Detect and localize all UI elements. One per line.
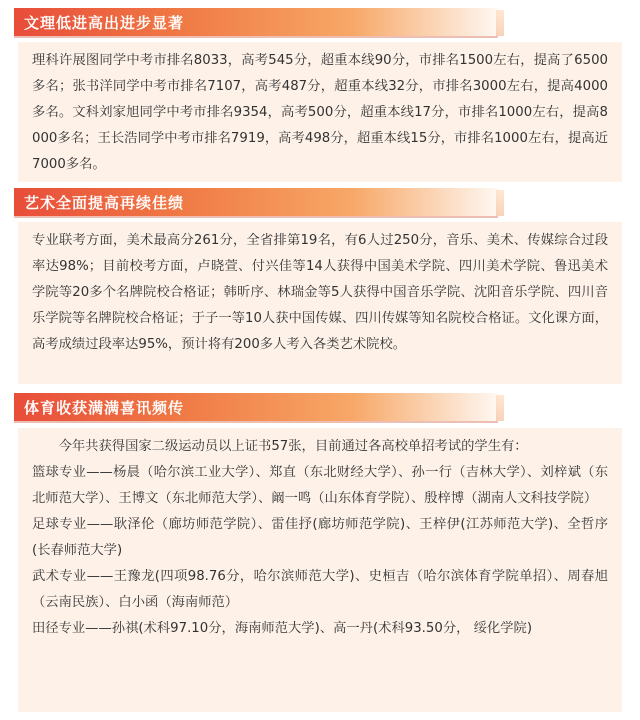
paragraph-martial-arts: 武术专业——王豫龙(四项98.76分，哈尔滨师范大学)、史桓吉（哈尔滨体育学院单招）、周春旭（云南民族）、白小函（海南师范） bbox=[32, 569, 608, 610]
paragraph-track-field: 田径专业——孙祺(术科97.10分，海南师范大学)、高一丹(术科93.50分， 绥化学院) bbox=[32, 621, 533, 636]
section-heading-text: 文理低进高出进步显著 bbox=[24, 14, 185, 32]
paragraph-basketball: 篮球专业——杨晨（哈尔滨工业大学）、郑直（东北财经大学）、孙一行（吉林大学）、刘梓斌（东北师范大学）、王博文（东北师范大学）、阚一鸣（山东体育学院）、殷梓博（湖南人文科技学院） bbox=[32, 465, 608, 506]
section-body-academic bbox=[18, 42, 622, 182]
section-heading-text: 体育收获满满喜讯频传 bbox=[24, 399, 185, 417]
section-heading-academic bbox=[14, 8, 498, 36]
section-heading-sports bbox=[14, 393, 498, 421]
paragraph-football: 足球专业——耿泽伦（廊坊师范学院）、雷佳抒(廊坊师范学院)、王梓伊(江苏师范大学)、全哲序(长春师范大学) bbox=[32, 517, 608, 558]
paragraph: 专业联考方面，美术最高分261分，全省排第19名，有6人过250分，音乐、美术、传媒综合过段率达98%；目前校考方面，卢晓萱、付兴佳等14人获得中国美术学院、四川美术学院、鲁迅美术学院等20多个名牌院校合格证；韩昕序、林瑞金等5人获得中国音乐学院、沈阳音乐学院、四川音乐学院等名牌院校合格证；于子一等10人获中国传媒、四川传媒等知名院校合格证。文化课方面，高考成绩过段率达95%，预计将有200多人考入各类艺术院校。 bbox=[32, 233, 608, 352]
section-body-sports bbox=[18, 428, 622, 712]
section-body-arts bbox=[18, 222, 622, 384]
section-heading-arts bbox=[14, 188, 498, 216]
paragraph: 理科许展图同学中考市排名8033，高考545分，超重本线90分，市排名1500左右，提高了6500多名；张书洋同学中考市排名7107，高考487分，超重本线32分，市排名3000左右，提高4000多名。文科刘家旭同学中考市排名9354，高考500分，超重本线17分，市排名1000左右，提高8000多名；王长浩同学中考市排名7919，高考498分，超重本线15分，市排名1000左右，提高近7000多名。 bbox=[32, 53, 608, 172]
paragraph-intro: 今年共获得国家二级运动员以上证书57张，目前通过各高校单招考试的学生有： bbox=[58, 439, 528, 454]
section-heading-text: 艺术全面提高再续佳绩 bbox=[24, 194, 185, 212]
